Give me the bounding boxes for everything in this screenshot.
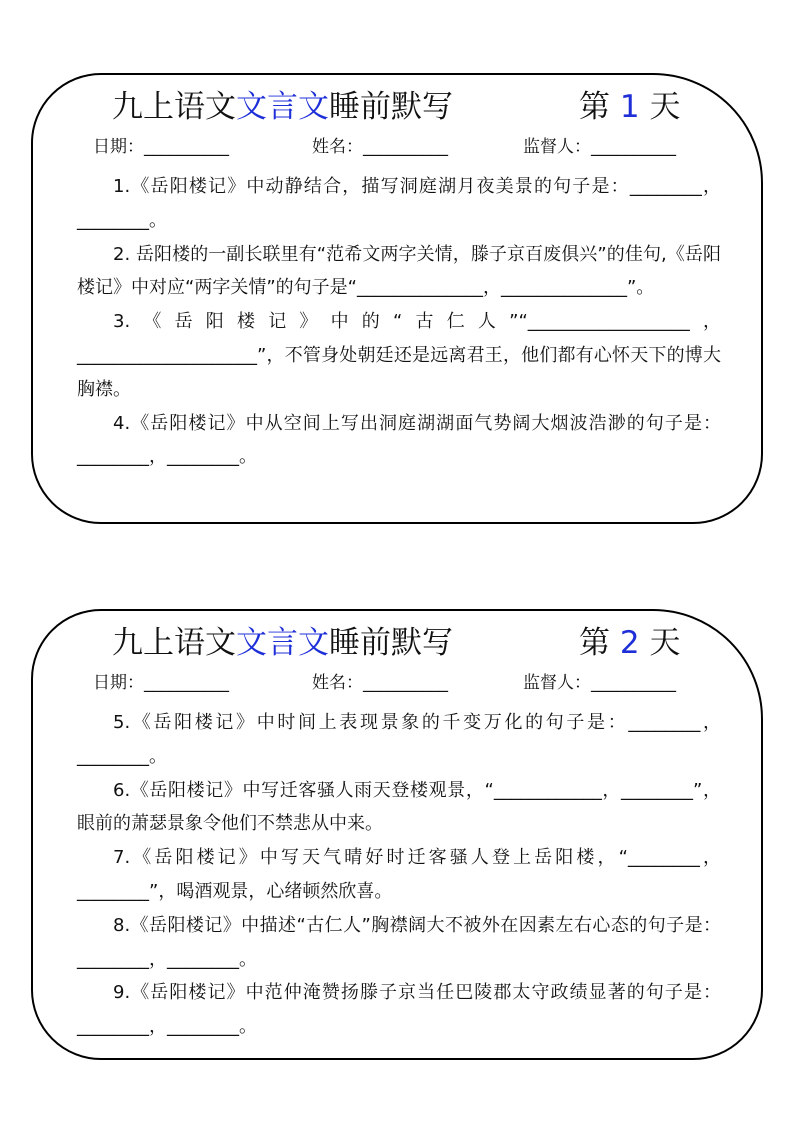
question-item: 4.《岳阳楼记》中从空间上写出洞庭湖湖面气势阔大烟波浩渺的句子是：________，________。 xyxy=(77,412,721,468)
question-item: 7.《岳阳楼记》中写天气晴好时迁客骚人登上岳阳楼，“________，________”，喝酒观景，心绪顿然欣喜。 xyxy=(77,847,721,902)
day-suffix: 天 xyxy=(649,625,681,661)
worksheet-card-day-2 xyxy=(31,609,763,1060)
name-field[interactable]: 姓名：__________ xyxy=(312,673,448,693)
worksheet-card-day-1 xyxy=(31,73,763,524)
title-prefix: 九上语文 xyxy=(112,625,236,661)
day-suffix: 天 xyxy=(649,89,681,125)
day-prefix: 第 xyxy=(579,89,610,125)
card-title-row xyxy=(33,85,761,129)
question-item: 6.《岳阳楼记》中写迁客骚人雨天登楼观景，“____________，________”，眼前的萧瑟景象令他们不禁悲从中来。 xyxy=(77,779,721,835)
name-field[interactable]: 姓名：__________ xyxy=(312,137,448,157)
title-prefix: 九上语文 xyxy=(112,89,236,125)
question-item: 2. 岳阳楼的一副长联里有“范希文两字关情，滕子京百废俱兴”的佳句,《岳阳楼记》中对应“两字关情”的句子是“______________，______________”。 xyxy=(77,243,721,299)
worksheet-title xyxy=(112,85,453,129)
question-list xyxy=(77,706,721,1044)
title-suffix: 睡前默写 xyxy=(329,625,453,661)
card-title-row xyxy=(33,621,761,665)
title-suffix: 睡前默写 xyxy=(329,89,453,125)
day-number: 1 xyxy=(619,89,640,125)
question-item: 1.《岳阳楼记》中动静结合，描写洞庭湖月夜美景的句子是：________，________。 xyxy=(77,176,721,231)
question-list xyxy=(77,170,721,474)
question-item: 5.《岳阳楼记》中时间上表现景象的千变万化的句子是：________，________。 xyxy=(77,712,721,767)
supervisor-field[interactable]: 监督人：__________ xyxy=(523,137,676,157)
date-field[interactable]: 日期：__________ xyxy=(93,673,229,693)
title-highlight: 文言文 xyxy=(236,625,329,661)
question-item: 8.《岳阳楼记》中描述“古仁人”胸襟阔大不被外在因素左右心态的句子是：________，________。 xyxy=(77,914,721,970)
question-item: 3.《岳阳楼记》中的“古仁人”“__________________，____________________”，不管身处朝廷还是远离君王，他们都有心怀天下的博大胸襟。 xyxy=(77,311,721,400)
worksheet-title xyxy=(112,621,453,665)
title-highlight: 文言文 xyxy=(236,89,329,125)
meta-row xyxy=(33,671,761,695)
question-item: 9.《岳阳楼记》中范仲淹赞扬滕子京当任巴陵郡太守政绩显著的句子是：________，________。 xyxy=(77,982,721,1038)
day-label xyxy=(579,621,680,665)
meta-row xyxy=(33,135,761,159)
supervisor-field[interactable]: 监督人：__________ xyxy=(523,673,676,693)
day-prefix: 第 xyxy=(579,625,610,661)
day-number: 2 xyxy=(619,625,640,661)
date-field[interactable]: 日期：__________ xyxy=(93,137,229,157)
day-label xyxy=(579,85,680,129)
